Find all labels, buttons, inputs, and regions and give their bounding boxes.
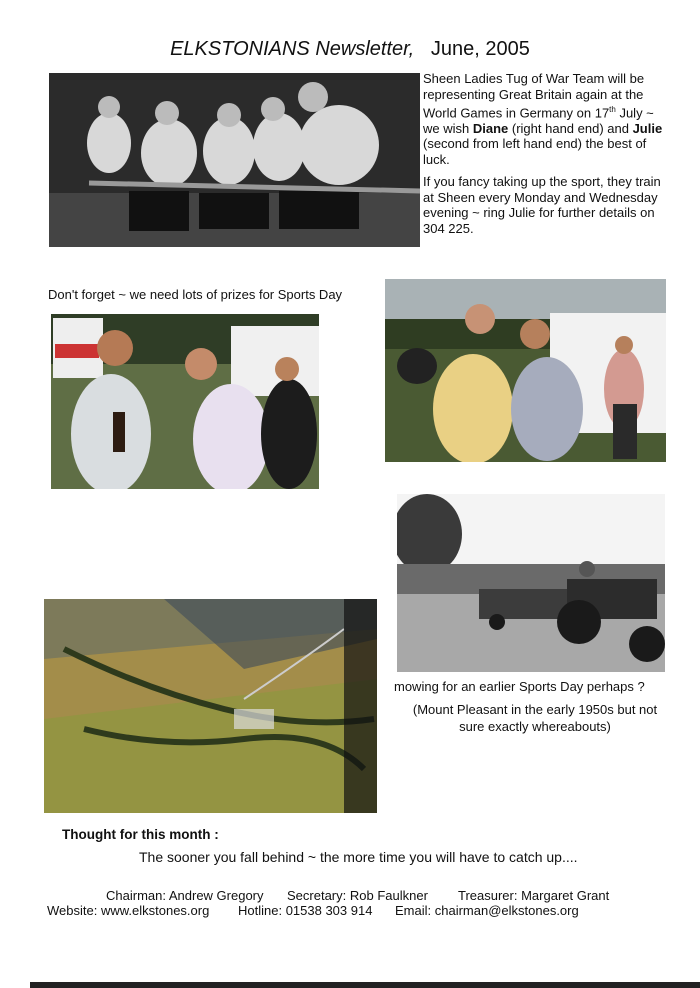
footer-secretary: Secretary: Rob Faulkner <box>287 888 428 903</box>
name-diane: Diane <box>472 120 509 136</box>
page-bottom-edge <box>30 982 700 988</box>
tug-of-war-photo <box>49 73 420 247</box>
footer-treasurer: Treasurer: Margaret Grant <box>458 888 610 903</box>
para1-text-b: July ~ we wish <box>423 105 654 136</box>
para1-text: Sheen Ladies Tug of War Team will be representing Great Britain again at the World Games in Germany on 17 <box>423 71 645 121</box>
para1-sup: th <box>609 105 616 114</box>
footer-website: Website: www.elkstones.org <box>47 903 210 918</box>
para1-text-c: (right hand end) and <box>508 120 633 136</box>
footer-email: Email: chairman@elkstones.org <box>395 903 579 918</box>
prizes-caption: Don't forget ~ we need lots of prizes for Sports Day <box>48 287 343 302</box>
mowing-caption-line2: (Mount Pleasant in the early 1950s but not sure exactly whereabouts) <box>412 702 658 734</box>
aerial-photo <box>44 599 377 813</box>
title-name: ELKSTONIANS Newsletter, <box>170 38 415 60</box>
sports-day-photo-left <box>51 314 319 489</box>
mowing-photo <box>397 494 665 672</box>
footer-chairman: Chairman: Andrew Gregory <box>106 888 264 903</box>
thought-label: Thought for this month : <box>62 827 219 842</box>
name-julie: Julie <box>632 120 663 136</box>
mowing-caption <box>394 679 674 735</box>
tug-of-war-paragraph-2: If you fancy taking up the sport, they train at Sheen every Monday and Wednesday evening ~ ring Julie for further details on 304 225. <box>423 174 661 236</box>
mowing-caption-line1: mowing for an earlier Sports Day perhaps ? <box>394 679 645 694</box>
tug-of-war-article <box>423 71 663 236</box>
newsletter-title <box>0 38 700 61</box>
sports-day-photo-right <box>385 279 666 462</box>
thought-text: The sooner you fall behind ~ the more time you will have to catch up.... <box>139 849 578 865</box>
tug-of-war-paragraph-1 <box>423 71 663 167</box>
para1-text-d: (second from left hand end) the best of luck. <box>423 136 647 167</box>
footer-hotline: Hotline: 01538 303 914 <box>238 903 373 918</box>
title-date: June, 2005 <box>430 38 530 60</box>
